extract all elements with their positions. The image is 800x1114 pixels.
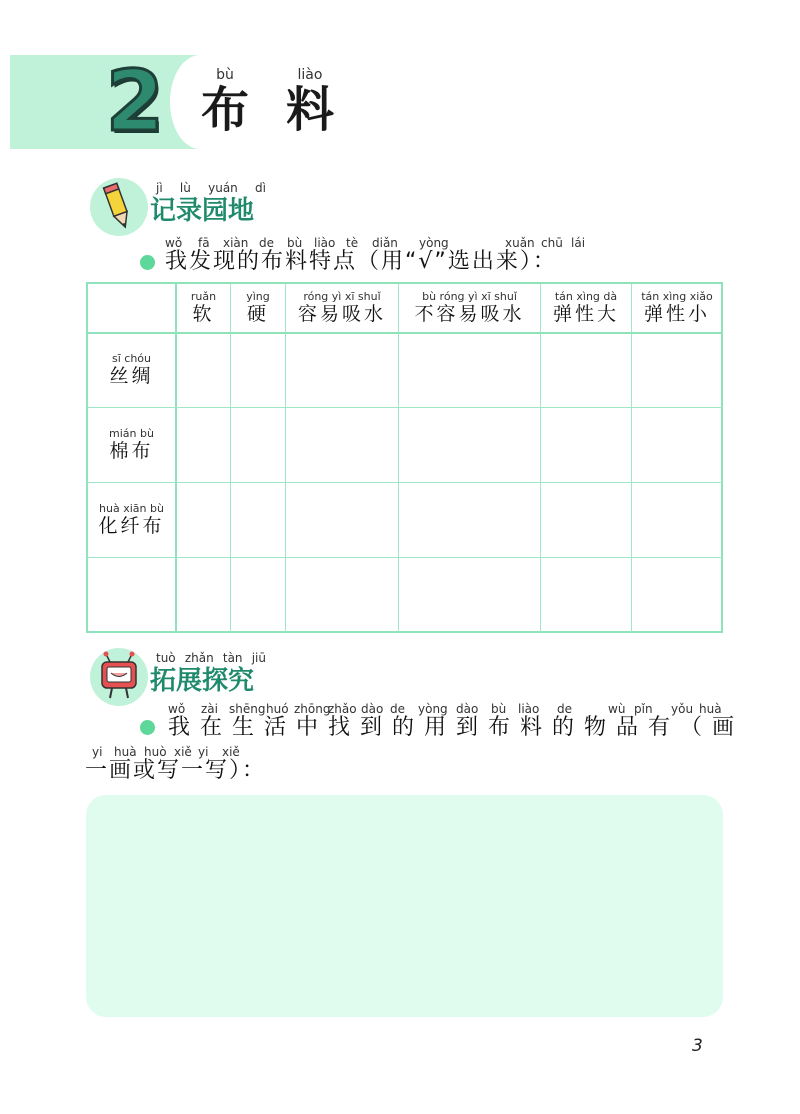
column-header: tán xìng dà 弹性大 bbox=[552, 290, 619, 325]
row-header: mián bù 棉布 bbox=[109, 427, 154, 462]
explore-instruction-line2-pinyin: yi huà huò xiě yi xiě bbox=[92, 745, 240, 759]
bullet-dot bbox=[140, 720, 155, 735]
table-answer-area[interactable] bbox=[177, 334, 722, 632]
record-title-pinyin: jì lù yuán dì bbox=[156, 181, 266, 195]
drawing-answer-area[interactable] bbox=[86, 795, 723, 1017]
column-header: ruǎn 软 bbox=[190, 290, 217, 325]
chapter-number: 2 bbox=[105, 52, 165, 150]
row-header: huà xiān bù 化纤布 bbox=[98, 502, 165, 537]
title-char-1: bù 布 bbox=[200, 67, 249, 138]
title-char-2: liào 料 bbox=[285, 67, 334, 138]
column-header: yìng 硬 bbox=[246, 290, 270, 325]
explore-section-title: 拓展探究 bbox=[150, 666, 255, 696]
instruction-text: 我发现的布料特点（用“√”选出来）： bbox=[165, 249, 557, 274]
explore-title-pinyin: tuò zhǎn tàn jiū bbox=[156, 651, 266, 665]
pencil-icon bbox=[90, 178, 148, 236]
bullet-dot bbox=[140, 255, 155, 270]
instruction-pinyin: wǒ fā xiàn de bù liào tè diǎn yòng xuǎn chū lái bbox=[165, 236, 586, 250]
record-section-title: 记录园地 bbox=[150, 196, 255, 226]
column-header: róng yì xī shuǐ 容易吸水 bbox=[297, 290, 386, 325]
tv-robot-icon bbox=[90, 648, 148, 706]
explore-instruction-line2: 一画或写一写）： bbox=[85, 758, 267, 783]
explore-instruction-pinyin: wǒ zài shēng huó zhōng zhǎo dào de yòng dào bù liào de wù pǐn yǒu huà bbox=[168, 702, 722, 716]
explore-instruction-line1: 我在生活中找到的用到布料的物品有（画 bbox=[168, 715, 745, 740]
column-header: bù róng yì xī shuǐ 不容易吸水 bbox=[414, 290, 525, 325]
page-number: 3 bbox=[692, 1036, 703, 1056]
column-header: tán xìng xiǎo 弹性小 bbox=[641, 290, 713, 325]
row-header: sī chóu 丝绸 bbox=[109, 352, 154, 387]
